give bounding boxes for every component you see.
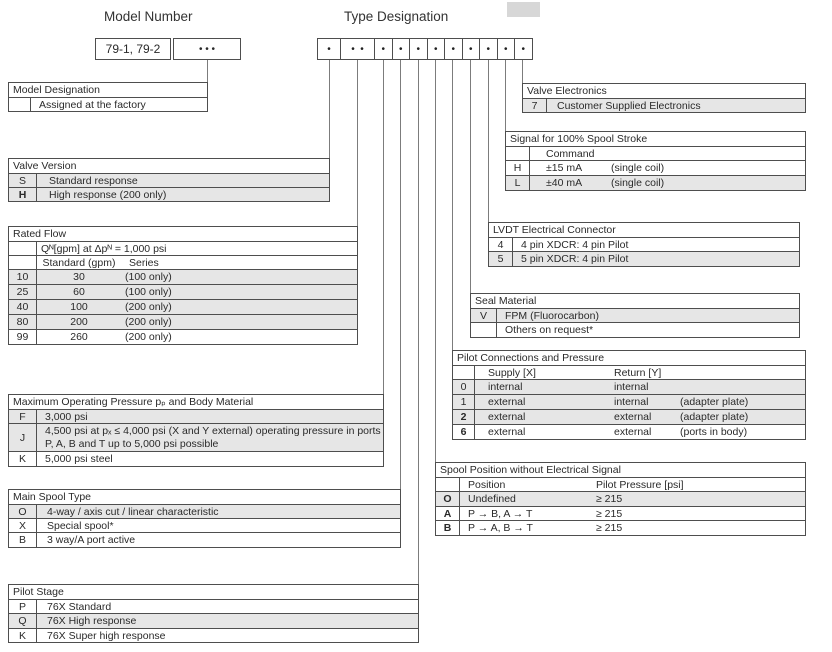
table-row (9, 187, 329, 201)
row-desc: 76X Super high response (47, 629, 166, 642)
table-title: Main Spool Type (9, 490, 400, 504)
row-key: K (9, 452, 37, 466)
valve-version-table (8, 158, 330, 202)
table-title: Pilot Stage (9, 585, 418, 599)
max-pressure-table (8, 394, 384, 467)
rated-flow-table (8, 226, 358, 345)
row-key: 2 (453, 410, 475, 424)
row-key: A (436, 507, 460, 520)
table-row (489, 237, 799, 251)
row-flow: 200 (70, 316, 88, 328)
row-key: P (9, 600, 37, 613)
connector-line-main-spool (400, 60, 401, 489)
col-return-label: Return [Y] (614, 366, 662, 379)
row-desc: 5,000 psi steel (45, 453, 113, 465)
connector-line-lvdt (488, 60, 489, 222)
row-key: 4 (489, 238, 513, 251)
row-series: (200 only) (125, 301, 172, 313)
type-cell: • (409, 39, 427, 59)
table-row (9, 314, 357, 329)
table-row (453, 394, 805, 409)
row-key: 5 (489, 252, 513, 266)
connector-line-rated-flow (357, 60, 358, 226)
row-key: O (436, 492, 460, 506)
row-desc: 4 pin XDCR: 4 pin Pilot (521, 238, 629, 251)
row-desc: 76X High response (47, 615, 137, 627)
table-title: Signal for 100% Spool Stroke (506, 132, 805, 146)
table-row (453, 409, 805, 424)
table-row (9, 532, 400, 547)
table-title: Seal Material (471, 294, 799, 308)
table-columns-row (436, 477, 805, 491)
row-pressure: ≥ 215 (596, 507, 623, 520)
row-key (506, 147, 530, 160)
table-title: Valve Electronics (523, 84, 805, 98)
table-title: Model Designation (9, 83, 207, 97)
row-desc-line1: 4,500 psi at pₓ ≤ 4,000 psi (X and Y external) operating pressure in ports (45, 424, 381, 437)
row-desc-line2: P, A, B and T up to 5,000 psi possible (45, 437, 219, 450)
table-columns-row (9, 255, 357, 269)
table-row (471, 308, 799, 322)
table-subtitle-row (9, 241, 357, 255)
row-note: (single coil) (611, 162, 665, 174)
connector-line-signal (505, 60, 506, 131)
row-key: 0 (453, 380, 475, 394)
row-key: H (9, 188, 37, 201)
row-desc: Customer Supplied Electronics (557, 99, 701, 112)
row-supply: internal (488, 381, 523, 393)
row-flow: 260 (70, 331, 88, 343)
table-title: Pilot Connections and Pressure (453, 351, 805, 365)
row-desc (37, 424, 381, 451)
connector-line-seal (470, 60, 471, 293)
model-code-box: 79-1, 79-2 (95, 38, 171, 60)
spool-position-table (435, 462, 806, 536)
type-cell: • (462, 39, 480, 59)
table-title: Spool Position without Electrical Signal (436, 463, 805, 477)
row-key: K (9, 629, 37, 642)
row-flow: 100 (70, 301, 88, 313)
row-position: Undefined (468, 493, 516, 505)
row-position: P → B, A → T (468, 507, 533, 520)
row-key: X (9, 519, 37, 532)
table-row (9, 329, 357, 344)
table-row (489, 251, 799, 266)
row-key: 6 (453, 425, 475, 439)
row-key: 80 (9, 315, 37, 329)
row-key: F (9, 410, 37, 423)
table-row (9, 599, 418, 613)
type-cell: • (514, 39, 532, 59)
row-key: O (9, 505, 37, 518)
type-designation-title: Type Designation (344, 9, 449, 24)
flow-subtitle: Qᴺ[gpm] at Δpᴺ = 1,000 psi (41, 242, 167, 255)
model-designation-table (8, 82, 208, 112)
signal-table (505, 131, 806, 191)
row-desc: 76X Standard (47, 600, 112, 613)
row-key: 40 (9, 300, 37, 314)
row-key: S (9, 174, 37, 187)
signal-subtitle: Command (546, 147, 595, 160)
table-row (523, 98, 805, 112)
row-flow: 30 (73, 271, 85, 283)
row-flow: 60 (73, 286, 85, 298)
row-desc: ±15 mA (546, 162, 583, 174)
model-dots-box: • • • (173, 38, 241, 60)
row-series: (100 only) (125, 286, 172, 298)
row-key: Q (9, 614, 37, 628)
row-key (436, 478, 460, 491)
row-key (471, 323, 497, 337)
row-key: V (471, 309, 497, 322)
row-supply: external (488, 411, 526, 423)
main-spool-table (8, 489, 401, 548)
row-return: internal (614, 381, 649, 393)
table-row (453, 424, 805, 439)
row-note: (adapter plate) (680, 396, 749, 408)
type-cell: • (479, 39, 497, 59)
row-key: 10 (9, 270, 37, 284)
seal-material-table (470, 293, 800, 338)
table-row (436, 506, 805, 520)
type-designation-box (317, 38, 533, 60)
table-columns-row (453, 365, 805, 379)
connector-line-pilot-stage (418, 60, 419, 584)
table-row (9, 423, 383, 451)
row-return: external (614, 426, 652, 438)
row-desc: 3,000 psi (45, 410, 88, 423)
row-desc: 4-way / axis cut / linear characteristic (47, 505, 219, 518)
row-position: P → A, B → T (468, 522, 533, 534)
table-row (9, 173, 329, 187)
row-key: H (506, 161, 530, 175)
type-cell: • (327, 43, 331, 55)
row-key: 25 (9, 285, 37, 299)
row-supply: external (488, 396, 526, 408)
row-key (9, 242, 37, 255)
row-desc: High response (200 only) (49, 188, 167, 201)
type-cell: • (392, 39, 410, 59)
scan-artifact (507, 2, 540, 17)
table-title: Rated Flow (9, 227, 357, 241)
col-series-label: Series (129, 256, 159, 269)
row-desc: Others on request* (505, 324, 594, 336)
table-subtitle-row (506, 146, 805, 160)
table-row (453, 379, 805, 394)
type-cell: • • (340, 39, 374, 59)
table-row (9, 613, 418, 628)
row-desc: Assigned at the factory (39, 98, 146, 111)
table-row (9, 97, 207, 111)
table-row (506, 175, 805, 190)
connector-line-spool-position (435, 60, 436, 462)
row-key (453, 366, 475, 379)
type-cell: • (497, 39, 515, 59)
table-row (436, 520, 805, 535)
type-cell: • (374, 39, 392, 59)
table-row (9, 451, 383, 466)
table-row (9, 518, 400, 532)
table-row (436, 491, 805, 506)
row-key (9, 256, 37, 269)
table-row (9, 269, 357, 284)
row-desc: FPM (Fluorocarbon) (505, 309, 599, 322)
connector-line-pilot-connections (452, 60, 453, 350)
model-number-title: Model Number (104, 9, 193, 24)
row-key: 99 (9, 330, 37, 344)
row-desc: Special spool* (47, 519, 114, 532)
row-note: (single coil) (611, 177, 665, 189)
connector-line-valve-electronics (522, 60, 523, 83)
row-desc: ±40 mA (546, 177, 583, 189)
row-key: B (9, 533, 37, 547)
table-row (9, 628, 418, 642)
table-row (9, 299, 357, 314)
row-desc: 5 pin XDCR: 4 pin Pilot (521, 253, 629, 265)
row-key (9, 98, 31, 111)
table-row (506, 160, 805, 175)
connector-line-valve-version (329, 60, 330, 158)
row-desc: 3 way/A port active (47, 534, 136, 546)
row-supply: external (488, 426, 526, 438)
row-series: (200 only) (125, 331, 172, 343)
row-return: external (614, 411, 652, 423)
type-cell: • (444, 39, 462, 59)
row-key: 1 (453, 395, 475, 409)
table-title: Maximum Operating Pressure pₚ and Body Material (9, 395, 383, 409)
row-note: (ports in body) (680, 426, 748, 438)
row-note: (adapter plate) (680, 411, 749, 423)
table-row (471, 322, 799, 337)
col-position-label: Position (468, 478, 506, 491)
pilot-connections-table (452, 350, 806, 440)
table-title: Valve Version (9, 159, 329, 173)
row-key: L (506, 176, 530, 190)
col-flow-label: Standard (gpm) (42, 256, 116, 269)
col-pressure-label: Pilot Pressure [psi] (596, 478, 684, 491)
row-desc: Standard response (49, 174, 138, 187)
row-key: 7 (523, 99, 547, 112)
table-row (9, 284, 357, 299)
lvdt-table (488, 222, 800, 267)
row-series: (100 only) (125, 271, 172, 283)
valve-electronics-table (522, 83, 806, 113)
row-key: B (436, 521, 460, 535)
table-title: LVDT Electrical Connector (489, 223, 799, 237)
row-pressure: ≥ 215 (596, 522, 623, 534)
col-supply-label: Supply [X] (488, 366, 536, 379)
row-key: J (9, 424, 37, 451)
table-row (9, 504, 400, 518)
pilot-stage-table (8, 584, 419, 643)
type-cell: • (427, 39, 445, 59)
connector-line-max-pressure (383, 60, 384, 394)
row-pressure: ≥ 215 (596, 493, 623, 505)
table-row (9, 409, 383, 423)
row-return: internal (614, 396, 649, 408)
row-series: (200 only) (125, 316, 172, 328)
